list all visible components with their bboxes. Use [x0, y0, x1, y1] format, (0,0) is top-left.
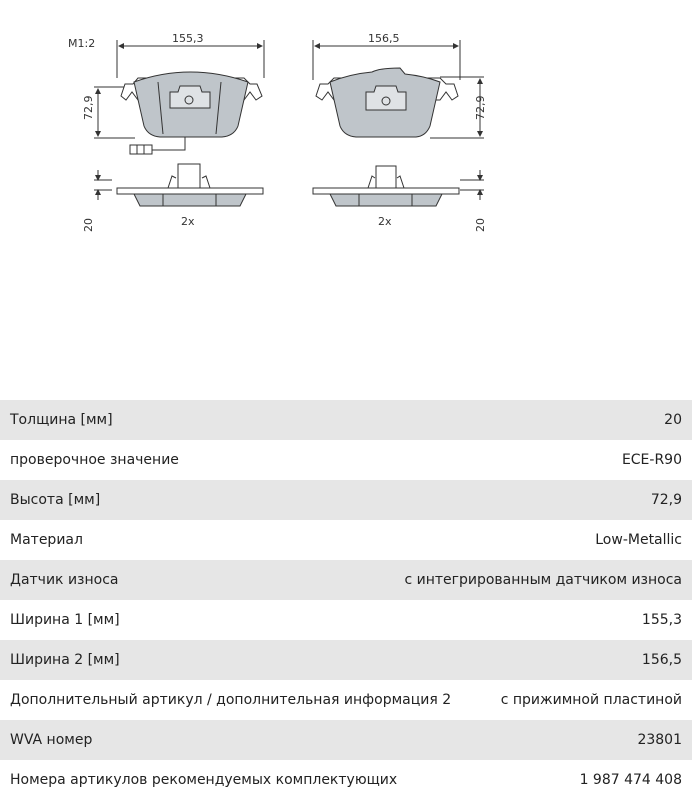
- spec-value: 72,9: [650, 492, 682, 508]
- spec-row: [0, 720, 692, 760]
- right-height-label: 72,9: [474, 95, 487, 120]
- left-height-label: 72,9: [82, 95, 95, 120]
- spec-row: [0, 480, 692, 520]
- spec-value: 23801: [637, 732, 682, 748]
- right-width-label: 156,5: [368, 32, 400, 45]
- spec-label: Номера артикулов рекомендуемых комплектующих: [10, 772, 398, 788]
- spec-row: [0, 760, 692, 800]
- right-thickness-label: 20: [474, 218, 487, 232]
- specifications-table: [0, 400, 692, 800]
- spec-value: 156,5: [641, 652, 682, 668]
- spec-label: Датчик износа: [10, 572, 119, 588]
- left-quantity-label: 2x: [181, 215, 195, 228]
- spec-value: 1 987 474 408: [579, 772, 682, 788]
- spec-value: 155,3: [641, 612, 682, 628]
- left-pad-side-friction: [134, 194, 246, 206]
- right-pad-side-view: [313, 166, 484, 206]
- spec-row: [0, 520, 692, 560]
- left-thickness-label: 20: [82, 218, 95, 232]
- left-width-label: 155,3: [172, 32, 204, 45]
- right-pad-front-view: [313, 40, 484, 138]
- spec-row: [0, 600, 692, 640]
- spec-label: Материал: [10, 532, 83, 548]
- scale-label: M1:2: [68, 37, 96, 50]
- spec-value: с прижимной пластиной: [500, 692, 682, 708]
- spec-value: 20: [664, 412, 682, 428]
- left-pad-front-view: [94, 40, 264, 154]
- spec-label: Ширина 2 [мм]: [10, 652, 120, 668]
- spec-label: Толщина [мм]: [10, 412, 113, 428]
- spec-row: [0, 640, 692, 680]
- spec-value: ECE-R90: [621, 452, 682, 468]
- spec-label: WVA номер: [10, 732, 93, 748]
- left-pad-side-view: [94, 164, 263, 206]
- spec-row: [0, 400, 692, 440]
- spec-row: [0, 680, 692, 720]
- spec-label: Ширина 1 [мм]: [10, 612, 120, 628]
- spec-label: проверочное значение: [10, 452, 179, 468]
- right-quantity-label: 2x: [378, 215, 392, 228]
- spec-value: Low-Metallic: [595, 532, 682, 548]
- spec-value: с интегрированным датчиком износа: [404, 572, 682, 588]
- spec-label: Дополнительный артикул / дополнительная информация 2: [10, 692, 452, 708]
- spec-row: [0, 560, 692, 600]
- spec-row: [0, 440, 692, 480]
- spec-label: Высота [мм]: [10, 492, 101, 508]
